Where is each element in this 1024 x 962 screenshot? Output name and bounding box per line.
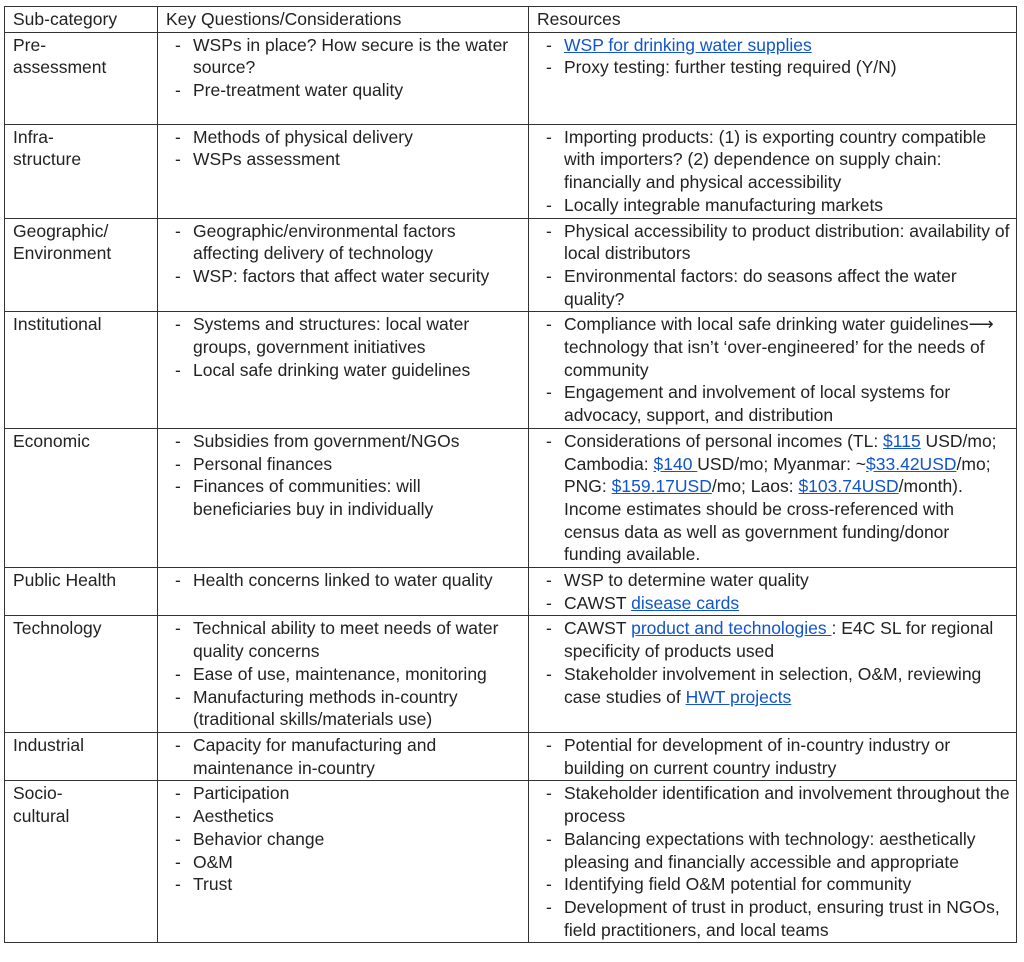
list-item: - Participation [166,782,522,805]
list-item: - Stakeholder identification and involvement throughout the process [537,782,1010,827]
resource-link[interactable]: $33.42USD [866,453,957,474]
resources-list [537,430,1010,566]
list-item: - Locally integrable manufacturing markets [537,194,1010,217]
resources-cell [529,732,1017,780]
header-key-questions: Key Questions/Considerations [158,7,529,33]
list-item: - Importing products: (1) is exporting country compatible with importers? (2) dependence on supply chain: financially and physical accessibility [537,126,1010,194]
table-row [5,124,1017,218]
resources-list [537,734,1010,779]
list-item: - Subsidies from government/NGOs [166,430,522,453]
questions-cell [158,312,529,429]
resource-link[interactable]: $140 [653,453,698,474]
questions-list [166,617,522,731]
resource-link[interactable]: disease cards [631,592,740,613]
resources-cell [529,124,1017,218]
list-item: - Identifying field O&M potential for community [537,873,1010,896]
list-item: - WSP: factors that affect water security [166,265,522,288]
list-item: - Personal finances [166,453,522,476]
table-row [5,616,1017,733]
resource-link[interactable]: $115 [883,430,921,451]
list-item: - Trust [166,873,522,896]
header-subcategory: Sub-category [5,7,158,33]
subcategory-cell: Institutional [5,312,158,429]
list-item: - Finances of communities: will beneficiaries buy in individually [166,475,522,520]
header-row [5,7,1017,33]
subcategory-cell: Socio- cultural [5,781,158,943]
resources-cell [529,781,1017,943]
header-resources: Resources [529,7,1017,33]
list-item: - Pre-treatment water quality [166,79,522,102]
questions-cell [158,616,529,733]
list-item: - Health concerns linked to water quality [166,569,522,592]
questions-list [166,34,522,102]
list-item: - Manufacturing methods in-country (traditional skills/materials use) [166,686,522,731]
resources-cell [529,616,1017,733]
subcategory-cell: Geographic/ Environment [5,218,158,312]
list-item: - Physical accessibility to product distribution: availability of local distributors [537,220,1010,265]
subcategory-cell: Infra- structure [5,124,158,218]
questions-cell [158,781,529,943]
list-item [537,34,1010,57]
list-item: - Local safe drinking water guidelines [166,359,522,382]
list-item: - Ease of use, maintenance, monitoring [166,663,522,686]
questions-cell [158,218,529,312]
resources-list [537,617,1010,708]
questions-cell [158,568,529,616]
questions-cell [158,32,529,124]
list-item: - WSPs assessment [166,148,522,171]
resources-cell [529,32,1017,124]
resource-link[interactable]: HWT projects [685,686,792,707]
list-item: - Compliance with local safe drinking water guidelines⟶ technology that isn’t ‘over-engineered’ for the needs of community [537,313,1010,381]
resources-list [537,126,1010,217]
list-item: - Behavior change [166,828,522,851]
resources-cell [529,218,1017,312]
considerations-table [4,6,1017,943]
table-row [5,218,1017,312]
subcategory-cell: Public Health [5,568,158,616]
resources-list [537,782,1010,941]
list-item: - Environmental factors: do seasons affect the water quality? [537,265,1010,310]
resource-link[interactable]: product and technologies [631,618,832,639]
table-body [5,32,1017,943]
subcategory-cell: Pre- assessment [5,32,158,124]
resource-link[interactable]: $103.74USD [798,476,899,497]
list-item: - WSPs in place? How secure is the water source? [166,34,522,79]
resources-cell [529,428,1017,567]
questions-cell [158,732,529,780]
resource-link[interactable]: $159.17USD [611,476,712,497]
questions-list [166,734,522,779]
table-row [5,568,1017,616]
list-item: - Engagement and involvement of local systems for advocacy, support, and distribution [537,381,1010,426]
table-row [5,732,1017,780]
questions-list [166,126,522,171]
list-item: - Geographic/environmental factors affecting delivery of technology [166,220,522,265]
list-item: - Technical ability to meet needs of water quality concerns [166,617,522,662]
resources-list [537,34,1010,79]
list-item: - Potential for development of in-country industry or building on current country industry [537,734,1010,779]
list-item: - Stakeholder involvement in selection, O&M, reviewing case studies of HWT projects [537,663,1010,708]
list-item: - Development of trust in product, ensuring trust in NGOs, field practitioners, and local teams [537,896,1010,941]
list-item: - Considerations of personal incomes (TL: $115 USD/mo; Cambodia: $140 USD/mo; Myanmar: ~$33.42USD/mo; PNG: $159.17USD/mo; Laos: $103.74USD/month). Income estimates should be cross-referenced with census data as well as government funding/donor funding available. [537,430,1010,566]
list-item: - Methods of physical delivery [166,126,522,149]
resources-cell [529,312,1017,429]
resources-list [537,220,1010,311]
list-item: - Aesthetics [166,805,522,828]
resources-cell [529,568,1017,616]
resources-list [537,313,1010,427]
list-item: - Balancing expectations with technology: aesthetically pleasing and financially accessible and appropriate [537,828,1010,873]
questions-list [166,569,522,592]
questions-list [166,782,522,896]
resource-link[interactable]: WSP for drinking water supplies [564,34,812,55]
table-row [5,781,1017,943]
subcategory-cell: Economic [5,428,158,567]
table-row [5,32,1017,124]
list-item: - CAWST product and technologies : E4C SL for regional specificity of products used [537,617,1010,662]
list-item: - O&M [166,851,522,874]
questions-cell [158,428,529,567]
subcategory-cell: Industrial [5,732,158,780]
questions-list [166,313,522,381]
list-item: - CAWST disease cards [537,592,1010,615]
table-row [5,312,1017,429]
list-item: - Systems and structures: local water groups, government initiatives [166,313,522,358]
list-item: - WSP to determine water quality [537,569,1010,592]
list-item: - Capacity for manufacturing and maintenance in-country [166,734,522,779]
questions-list [166,220,522,288]
resources-list [537,569,1010,614]
subcategory-cell: Technology [5,616,158,733]
questions-cell [158,124,529,218]
table-row [5,428,1017,567]
questions-list [166,430,522,521]
list-item: - Proxy testing: further testing required (Y/N) [537,56,1010,79]
